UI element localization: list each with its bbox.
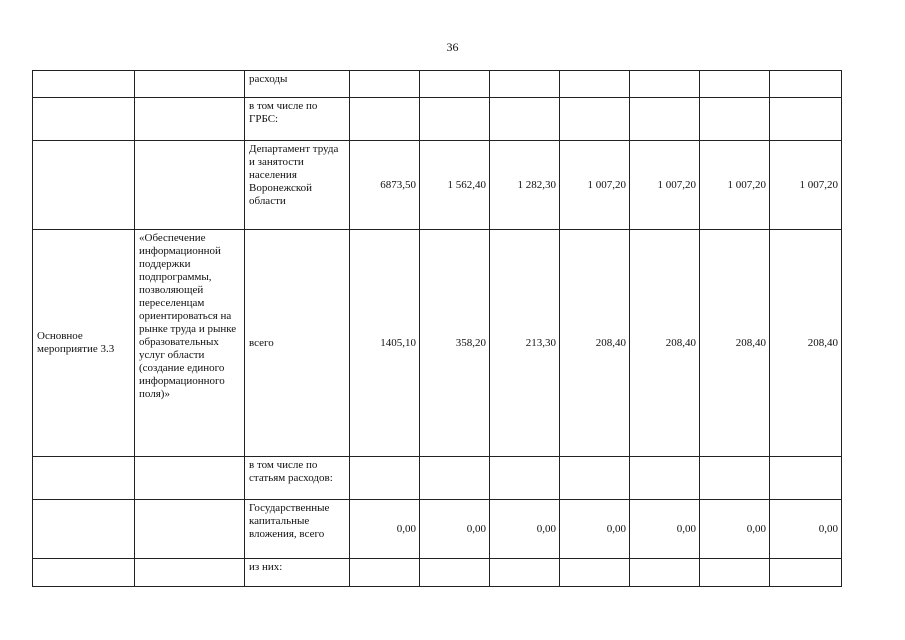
expense-category-cell: в том числе по статьям расходов: [245,457,350,500]
value-cell: 0,00 [630,500,700,559]
value-cell [420,559,490,587]
event-description-cell [135,98,245,141]
value-cell [560,457,630,500]
value-cell [350,98,420,141]
event-description-cell [135,71,245,98]
value-cell: 213,30 [490,230,560,457]
value-cell [420,98,490,141]
event-label-cell [33,559,135,587]
event-label-cell [33,500,135,559]
table-row [33,457,842,500]
event-description-cell [135,559,245,587]
value-cell [770,559,842,587]
value-cell: 358,20 [420,230,490,457]
value-cell: 1 007,20 [630,141,700,230]
value-cell: 0,00 [770,500,842,559]
value-cell [560,98,630,141]
event-description-cell: «Обеспечение информационной поддержки подпрограммы, позволяющей переселенцам ориентироваться на рынке труда и рынке образовательных услуг области (создание единого информационного поля)» [135,230,245,457]
value-cell: 0,00 [700,500,770,559]
value-cell [560,71,630,98]
page-number: 36 [446,40,459,54]
event-label-cell: Основное мероприятие 3.3 [33,230,135,457]
value-cell: 208,40 [770,230,842,457]
value-cell [490,98,560,141]
value-cell [770,98,842,141]
expense-category-cell: расходы [245,71,350,98]
value-cell [700,71,770,98]
value-cell [420,457,490,500]
value-cell [630,559,700,587]
event-description-cell [135,141,245,230]
value-cell [350,457,420,500]
table-row [33,71,842,98]
value-cell [700,457,770,500]
value-cell: 1405,10 [350,230,420,457]
value-cell [490,559,560,587]
event-label-cell [33,71,135,98]
value-cell [560,559,630,587]
value-cell [630,457,700,500]
event-label-cell [33,98,135,141]
table-row [33,559,842,587]
value-cell: 1 282,30 [490,141,560,230]
value-cell [700,98,770,141]
value-cell: 1 562,40 [420,141,490,230]
budget-table [32,70,842,587]
value-cell [490,71,560,98]
value-cell: 1 007,20 [560,141,630,230]
value-cell [630,98,700,141]
value-cell: 1 007,20 [700,141,770,230]
value-cell [350,71,420,98]
table-row [33,500,842,559]
event-description-cell [135,457,245,500]
value-cell [630,71,700,98]
value-cell [490,457,560,500]
value-cell: 6873,50 [350,141,420,230]
expense-category-cell: всего [245,230,350,457]
value-cell: 208,40 [630,230,700,457]
value-cell [350,559,420,587]
expense-category-cell: Государственные капитальные вложения, всего [245,500,350,559]
value-cell: 0,00 [420,500,490,559]
event-description-cell [135,500,245,559]
event-label-cell [33,457,135,500]
table-row [33,230,842,457]
value-cell [420,71,490,98]
event-label-cell [33,141,135,230]
value-cell: 208,40 [560,230,630,457]
value-cell: 1 007,20 [770,141,842,230]
value-cell: 0,00 [350,500,420,559]
value-cell [770,457,842,500]
value-cell: 0,00 [490,500,560,559]
expense-category-cell: в том числе по ГРБС: [245,98,350,141]
expense-category-cell: из них: [245,559,350,587]
table-row [33,141,842,230]
value-cell [770,71,842,98]
value-cell: 208,40 [700,230,770,457]
value-cell: 0,00 [560,500,630,559]
value-cell [700,559,770,587]
table-row [33,98,842,141]
expense-category-cell: Департамент труда и занятости населения Воронежской области [245,141,350,230]
